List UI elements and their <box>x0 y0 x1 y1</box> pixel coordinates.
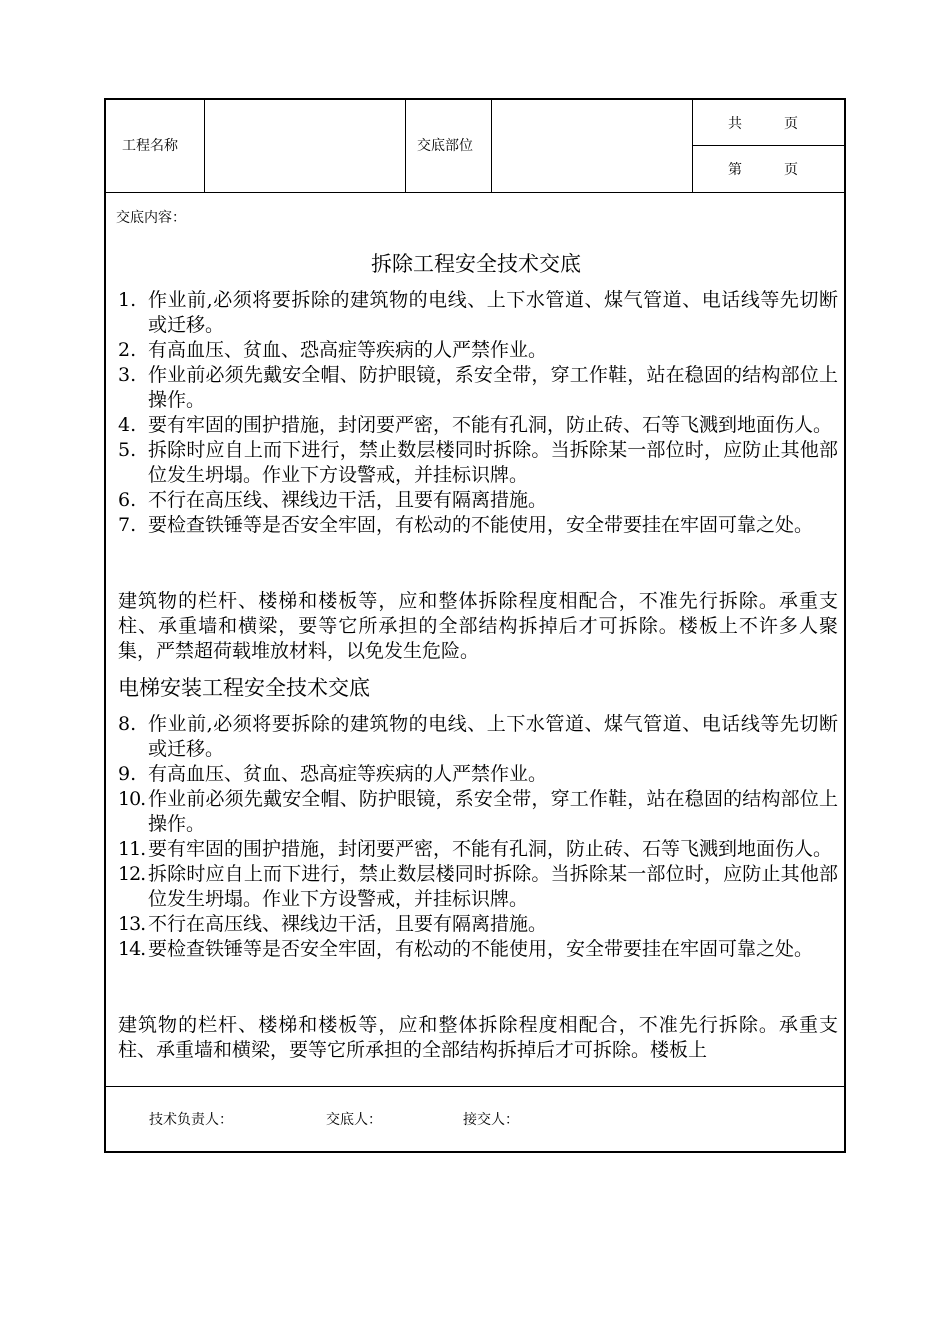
item-number: 13. <box>118 913 146 935</box>
item-number: 10. <box>118 788 146 810</box>
item-text: 要有牢固的围护措施，封闭要严密，不能有孔洞，防止砖、石等飞溅到地面伤人。 <box>148 414 833 436</box>
page-number-label: 第 页 <box>728 162 798 178</box>
project-name-label: 工程名称 <box>122 138 178 154</box>
content-label: 交底内容： <box>116 210 186 226</box>
list-item <box>118 488 838 513</box>
item-number: 12. <box>118 863 146 885</box>
item-number: 4. <box>118 414 137 436</box>
section1-list <box>118 288 838 538</box>
item-number: 1. <box>118 289 137 311</box>
list-item <box>118 837 838 862</box>
section2-title: 电梯安装工程安全技术交底 <box>118 676 370 700</box>
item-text: 作业前必须先戴安全帽、防护眼镜，系安全带，穿工作鞋，站在稳固的结构部位上操作。 <box>148 364 838 411</box>
divider <box>692 100 693 192</box>
list-item <box>118 288 838 338</box>
item-text: 作业前必须先戴安全帽、防护眼镜，系安全带，穿工作鞋，站在稳固的结构部位上操作。 <box>148 788 838 835</box>
section1-paragraph: 建筑物的栏杆、楼梯和楼板等，应和整体拆除程度相配合，不准先行拆除。承重支柱、承重墙和横梁，要等它所承担的全部结构拆掉后才可拆除。楼板上不许多人聚集，严禁超荷载堆放材料，以免发生危险。 <box>118 590 838 662</box>
section2-paragraph: 建筑物的栏杆、楼梯和楼板等，应和整体拆除程度相配合，不准先行拆除。承重支柱、承重墙和横梁，要等它所承担的全部结构拆掉后才可拆除。楼板上 <box>118 1014 838 1061</box>
receiver-label: 接交人： <box>463 1112 519 1128</box>
list-item <box>118 712 838 762</box>
divider <box>106 192 846 193</box>
item-text: 有高血压、贫血、恐高症等疾病的人严禁作业。 <box>148 763 548 785</box>
item-number: 5. <box>118 439 137 461</box>
section2-list <box>118 712 838 962</box>
item-text: 拆除时应自上而下进行，禁止数层楼同时拆除。当拆除某一部位时，应防止其他部位发生坍塌。作业下方设警戒，并挂标识牌。 <box>148 863 838 910</box>
list-item <box>118 513 838 538</box>
item-number: 6. <box>118 489 137 511</box>
disclosure-form <box>104 98 846 1153</box>
item-text: 作业前,必须将要拆除的建筑物的电线、上下水管道、煤气管道、电话线等先切断或迁移。 <box>148 289 838 336</box>
item-number: 14. <box>118 938 146 960</box>
list-item <box>118 787 838 837</box>
item-number: 11. <box>118 838 146 860</box>
discloser-label: 交底人： <box>326 1112 382 1128</box>
item-text: 作业前,必须将要拆除的建筑物的电线、上下水管道、煤气管道、电话线等先切断或迁移。 <box>148 713 838 760</box>
total-pages-label: 共 页 <box>728 116 798 132</box>
item-text: 不行在高压线、裸线边干活，且要有隔离措施。 <box>148 489 548 511</box>
item-number: 7. <box>118 514 137 536</box>
divider <box>692 145 846 146</box>
section1-title: 拆除工程安全技术交底 <box>371 252 581 276</box>
item-number: 8. <box>118 713 137 735</box>
item-text: 拆除时应自上而下进行，禁止数层楼同时拆除。当拆除某一部位时，应防止其他部位发生坍塌。作业下方设警戒，并挂标识牌。 <box>148 439 838 486</box>
list-item <box>118 363 838 413</box>
item-text: 要检查铁锤等是否安全牢固，有松动的不能使用，安全带要挂在牢固可靠之处。 <box>148 938 814 960</box>
divider <box>204 100 205 192</box>
list-item <box>118 338 838 363</box>
item-number: 3. <box>118 364 137 386</box>
tech-lead-label: 技术负责人： <box>149 1112 233 1128</box>
item-text: 有高血压、贫血、恐高症等疾病的人严禁作业。 <box>148 339 548 361</box>
list-item <box>118 862 838 912</box>
list-item <box>118 912 838 937</box>
list-item <box>118 762 838 787</box>
divider <box>491 100 492 192</box>
item-text: 要检查铁锤等是否安全牢固，有松动的不能使用，安全带要挂在牢固可靠之处。 <box>148 514 814 536</box>
disclosure-part-label: 交底部位 <box>417 138 473 154</box>
item-number: 2. <box>118 339 137 361</box>
divider <box>405 100 406 192</box>
divider <box>106 1086 846 1087</box>
list-item <box>118 438 838 488</box>
item-text: 不行在高压线、裸线边干活，且要有隔离措施。 <box>148 913 548 935</box>
item-number: 9. <box>118 763 137 785</box>
list-item <box>118 937 838 962</box>
item-text: 要有牢固的围护措施，封闭要严密，不能有孔洞，防止砖、石等飞溅到地面伤人。 <box>148 838 833 860</box>
list-item <box>118 413 838 438</box>
